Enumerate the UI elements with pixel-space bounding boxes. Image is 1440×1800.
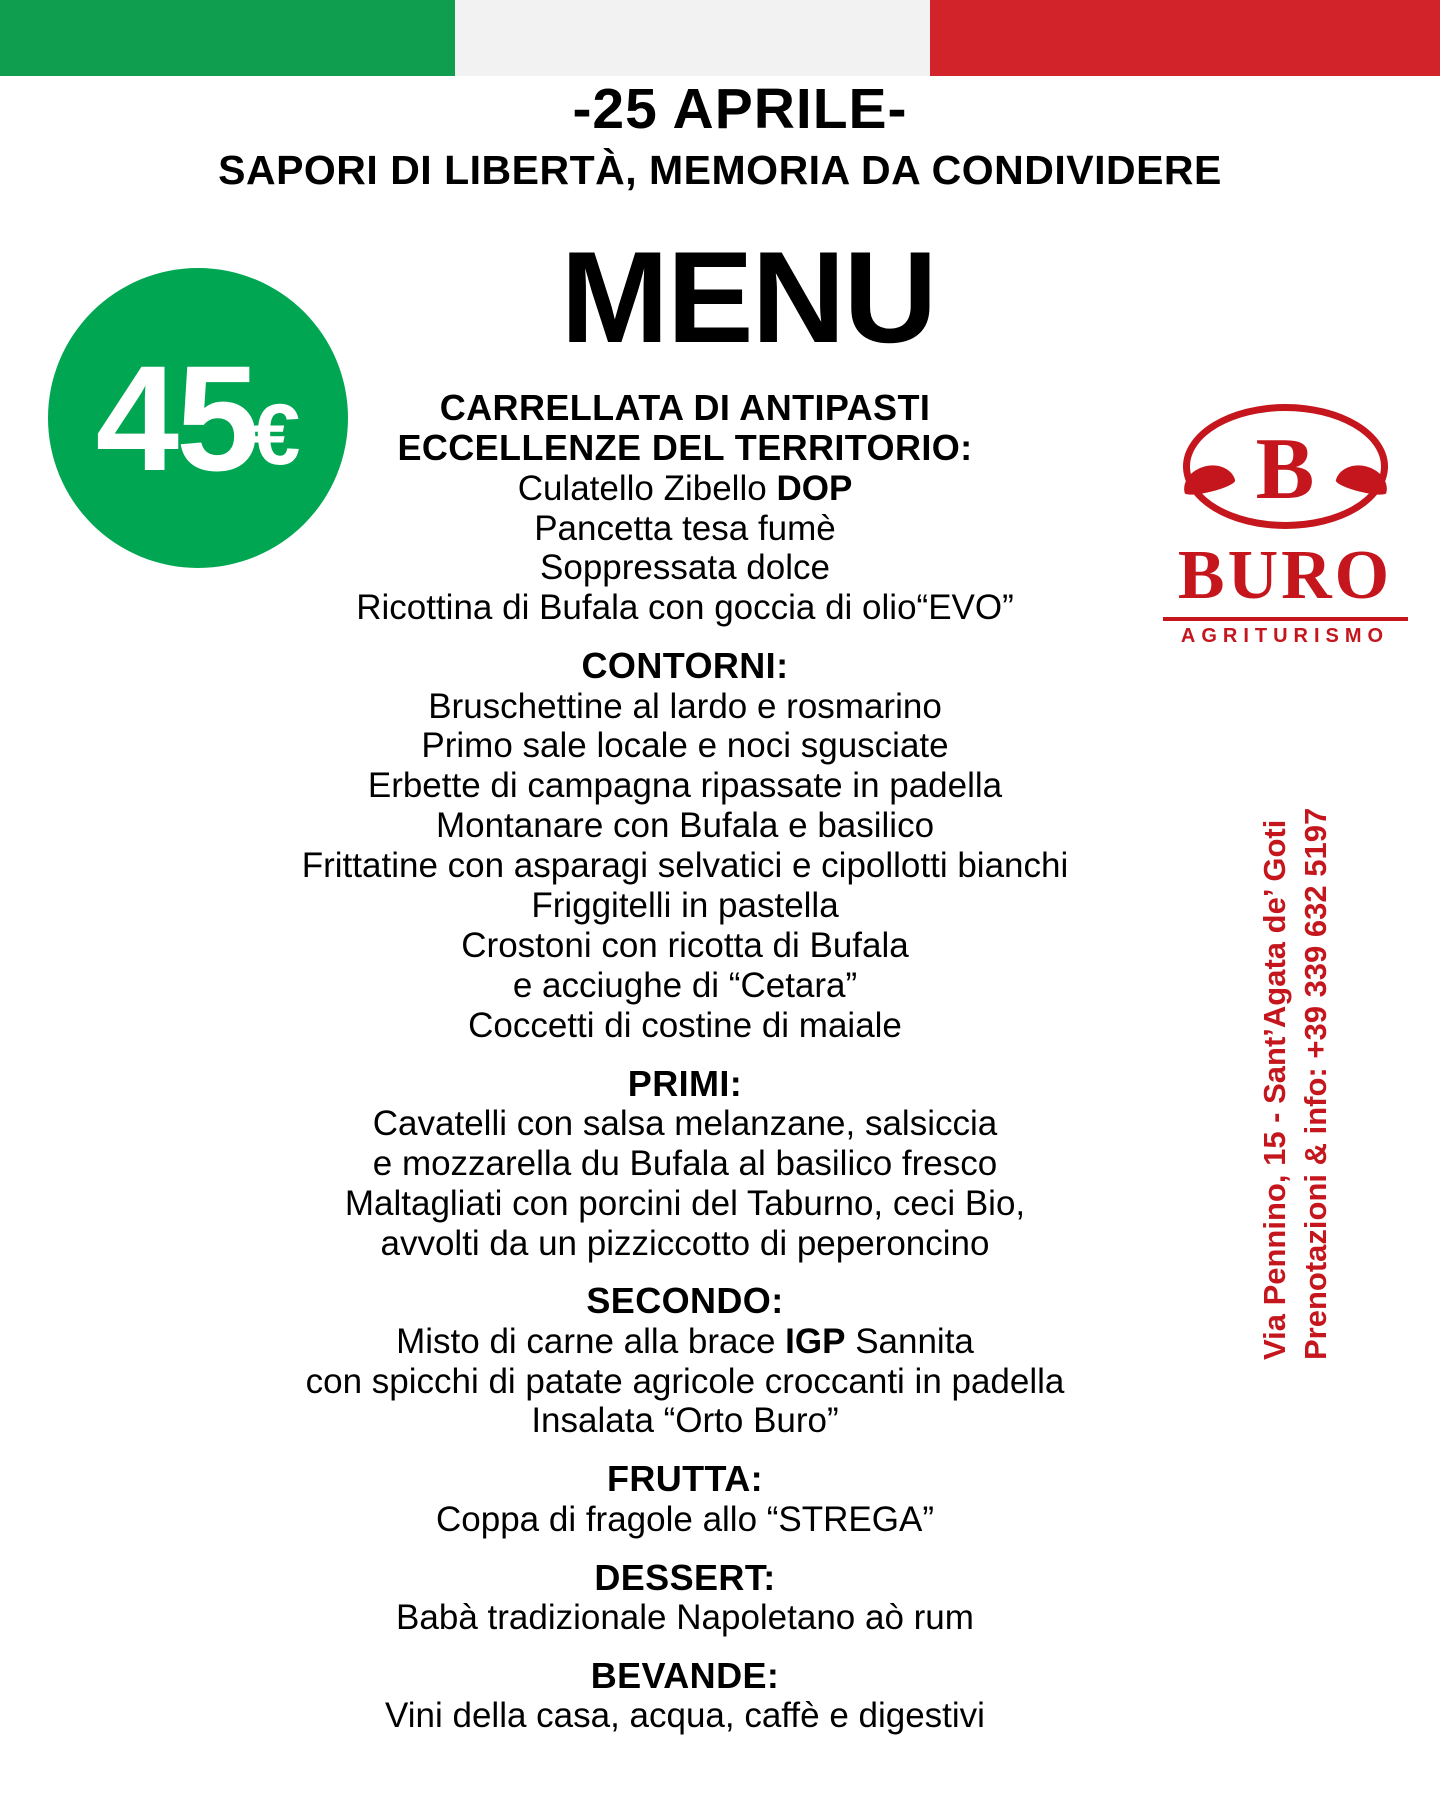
logo-letter: B — [1255, 420, 1315, 518]
menu-item: Coppa di fragole allo “STREGA” — [436, 1499, 934, 1539]
menu-item: Soppressata dolce — [540, 548, 830, 588]
menu-item: Insalata “Orto Buro” — [531, 1401, 839, 1441]
section-heading: BEVANDE: — [590, 1654, 780, 1696]
menu-item: Primo sale locale e noci sgusciate — [421, 726, 949, 766]
flag-stripe-red — [930, 0, 1440, 76]
menu-item: Culatello Zibello DOP — [517, 468, 853, 508]
menu-title: MENU — [560, 224, 936, 370]
menu-item: Misto di carne alla brace IGP Sannita — [396, 1321, 974, 1361]
menu-item: Bruschettine al lardo e rosmarino — [428, 686, 942, 726]
flag-stripe-green — [0, 0, 455, 76]
menu-item: Cavatelli con salsa melanzane, salsiccia — [372, 1103, 998, 1143]
logo-divider — [1163, 617, 1408, 621]
menu-item: Pancetta tesa fumè — [534, 508, 836, 548]
menu-item: e acciughe di “Cetara” — [512, 965, 858, 1005]
menu-item: avvolti da un pizziccotto di peperoncino — [380, 1223, 990, 1263]
menu-item: e mozzarella du Bufala al basilico fresco — [372, 1143, 998, 1183]
section-heading: DESSERT: — [594, 1556, 776, 1598]
menu-item: Montanare con Bufala e basilico — [435, 806, 935, 846]
section-heading-second-line: ECCELLENZE DEL TERRITORIO: — [397, 427, 973, 469]
flag-stripe-white — [455, 0, 930, 76]
menu-item: Coccetti di costine di maiale — [468, 1005, 902, 1045]
contact-phone: Prenotazioni & info: +39 339 632 5197 — [1297, 807, 1333, 1360]
event-subtitle: SAPORI DI LIBERTÀ, MEMORIA DA CONDIVIDERE — [218, 146, 1222, 193]
section-heading: CONTORNI: — [581, 645, 789, 687]
menu-sections — [250, 388, 1120, 1736]
menu-section-contorni — [250, 646, 1120, 1045]
section-heading: CARRELLATA DI ANTIPASTI — [439, 387, 931, 428]
menu-item: Ricottina di Bufala con goccia di olio“EVO” — [356, 588, 1014, 628]
menu-item: Maltagliati con porcini del Taburno, ceci Bio, — [344, 1183, 1026, 1223]
menu-item: Babà tradizionale Napoletano aò rum — [396, 1597, 974, 1637]
price-currency: € — [252, 387, 301, 483]
menu-item: Crostoni con ricotta di Bufala — [461, 925, 909, 965]
menu-section-frutta — [250, 1459, 1120, 1539]
price-amount: 45 — [95, 334, 257, 502]
italian-flag-band — [0, 0, 1440, 76]
menu-section-dessert — [250, 1558, 1120, 1638]
section-heading: PRIMI: — [627, 1062, 743, 1104]
menu-section-secondo — [250, 1281, 1120, 1441]
buro-logo — [1160, 404, 1410, 646]
contact-info — [1255, 700, 1337, 1360]
contact-address: Via Pennino, 15 - Sant’Agata de’ Goti — [1257, 819, 1292, 1360]
menu-section-antipasti — [250, 388, 1120, 628]
menu-section-primi — [250, 1064, 1120, 1264]
section-heading: FRUTTA: — [606, 1458, 764, 1500]
headline — [0, 77, 1440, 193]
menu-item: Erbette di campagna ripassate in padella — [367, 766, 1003, 806]
section-heading: SECONDO: — [586, 1280, 784, 1322]
menu-item: Vini della casa, acqua, caffè e digestivi — [385, 1696, 985, 1736]
menu-section-bevande — [250, 1656, 1120, 1736]
menu-item: Friggitelli in pastella — [531, 885, 839, 925]
event-date: -25 APRILE- — [572, 77, 908, 141]
menu-item: Frittatine con asparagi selvatici e cipollotti bianchi — [301, 846, 1069, 886]
logo-emblem-icon — [1178, 404, 1393, 539]
menu-item: con spicchi di patate agricole croccanti in padella — [305, 1361, 1065, 1401]
logo-name: BURO — [1177, 537, 1393, 614]
logo-tagline: AGRITURISMO — [1180, 625, 1390, 647]
